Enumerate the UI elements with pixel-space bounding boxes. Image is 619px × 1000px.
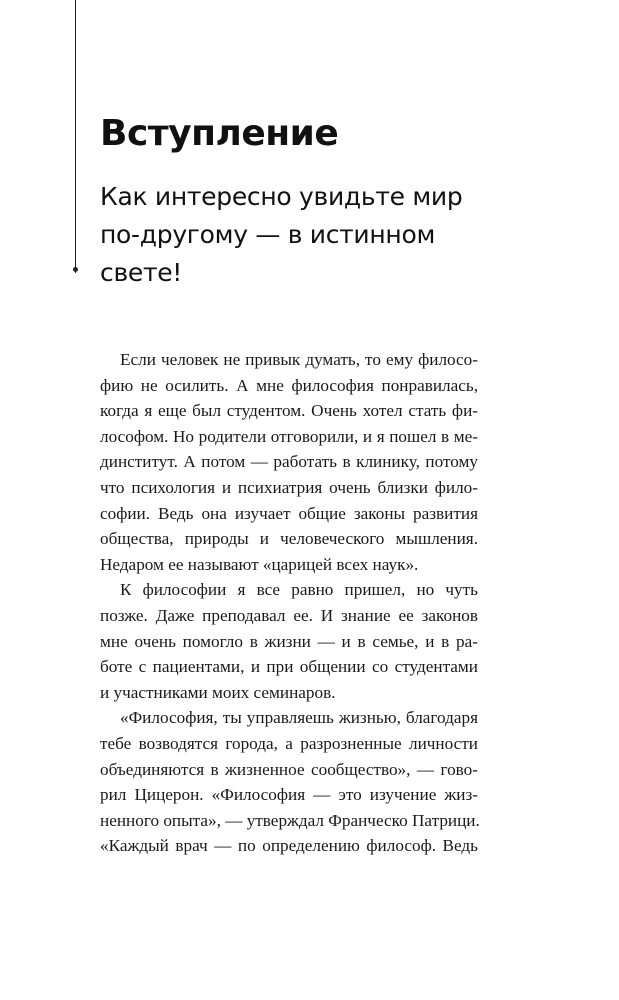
text-line: «Каждый врач — по определению философ. Ведь <box>100 836 478 856</box>
text-line: К философии я все равно пришел, но чуть <box>120 580 478 600</box>
text-line: общества, природы и человеческого мышления. <box>100 529 478 549</box>
chapter-subtitle-line: свете! <box>100 258 183 287</box>
text-line: и участниками моих семинаров. <box>100 682 336 702</box>
rule-end-dot <box>73 267 78 272</box>
text-line: софии. Ведь она изучает общие законы развития <box>100 503 478 523</box>
text-line: рил Цицерон. «Философия — это изучение жиз- <box>100 785 478 805</box>
text-line: «Философия, ты управляешь жизнью, благодаря <box>120 708 478 728</box>
text-line: объединяются в жизненное сообщество», — гово- <box>100 759 478 779</box>
text-line: фию не осилить. А мне философия понравилась, <box>100 375 478 395</box>
chapter-title: Вступление <box>100 113 339 154</box>
chapter-subtitle-line: по-другому — в истинном <box>100 220 436 249</box>
paragraph <box>100 705 478 859</box>
text-line: лософом. Но родители отговорили, и я пошел в ме- <box>100 426 478 446</box>
text-line: что психология и психиатрия очень близки фило- <box>100 477 478 497</box>
chapter-subtitle-line: Как интересно увидьте мир <box>100 182 463 211</box>
paragraph <box>100 347 478 577</box>
text-line: динститут. А потом — работать в клинику, потому <box>100 452 478 472</box>
text-line: позже. Даже преподавал ее. И знание ее законов <box>100 605 478 625</box>
text-line: боте с пациентами, и при общении со студентами <box>100 657 478 677</box>
text-line: ненного опыта», — утверждал Франческо Патрици. <box>100 810 480 830</box>
text-line: Если человек не привык думать, то ему филосо- <box>120 350 478 369</box>
text-line: мне очень помогло в жизни — и в семье, и в ра- <box>100 631 478 651</box>
body-text <box>100 347 478 859</box>
vertical-rule <box>75 0 76 273</box>
text-line: Недаром ее называют «царицей всех наук». <box>100 554 419 574</box>
text-line: когда я еще был студентом. Очень хотел стать фи- <box>100 401 478 421</box>
chapter-subtitle <box>100 178 540 292</box>
text-line: тебе возводятся города, а разрозненные личности <box>100 733 478 753</box>
paragraph <box>100 577 478 705</box>
